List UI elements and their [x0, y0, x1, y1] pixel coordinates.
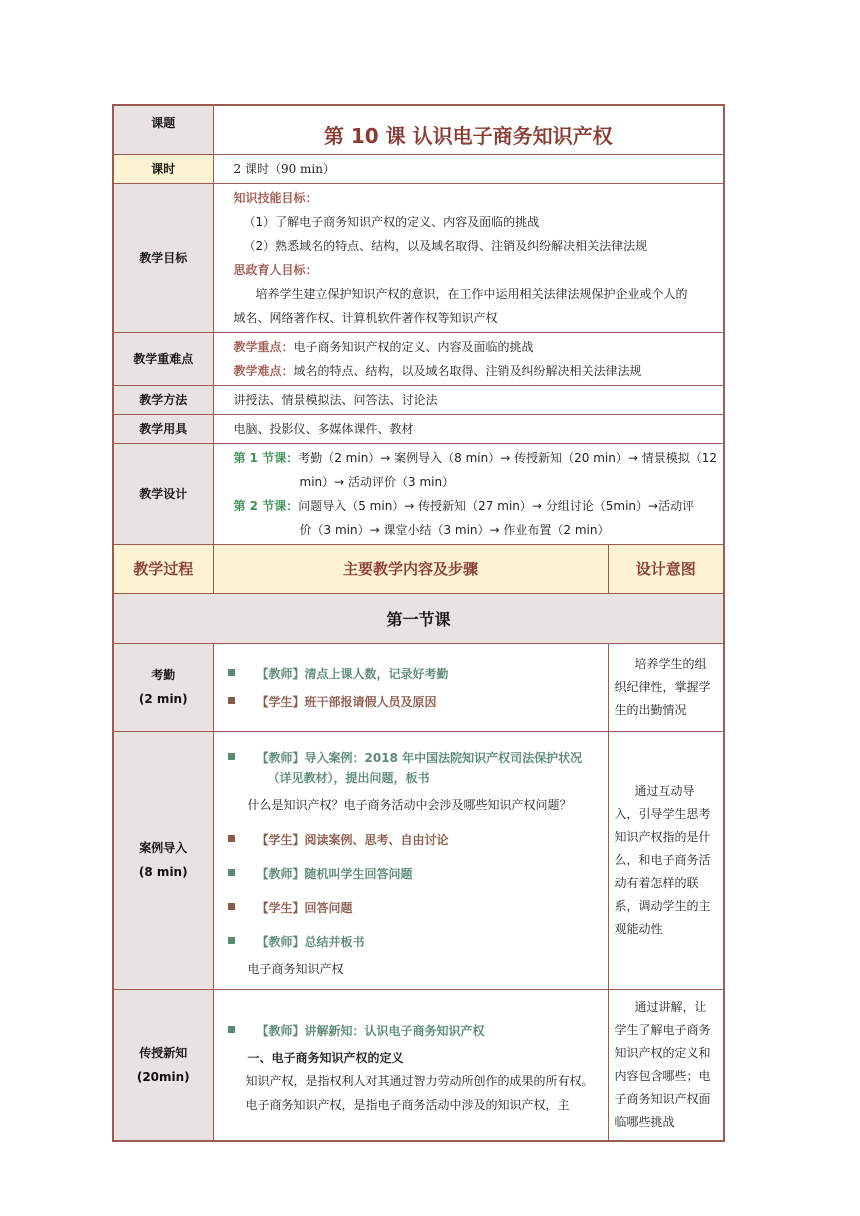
page-title: 第 10 课 认识电子商务知识产权	[213, 105, 724, 154]
attendance-intent: 培养学生的组织纪律性，掌握学生的出勤情况	[608, 643, 724, 731]
bullet-square-icon	[228, 937, 235, 944]
case-step-3: 【教师】随机叫学生回答问题	[222, 864, 602, 884]
teach-steps	[213, 989, 608, 1141]
bullet-square-icon	[228, 903, 235, 910]
case-steps	[213, 731, 608, 989]
process-header-col3: 设计意图	[608, 544, 724, 593]
case-label-cell	[113, 731, 213, 989]
case-step-2: 【学生】阅读案例、思考、自由讨论	[222, 830, 602, 850]
case-intent: 通过互动导入，引导学生思考知识产权指的是什么，和电子商务活动有着怎样的联系，调动学生的主观能动性	[608, 731, 724, 989]
attendance-step-student: 【学生】班干部报请假人员及原因	[222, 692, 602, 712]
attendance-label-cell	[113, 643, 213, 731]
lesson-plan-table	[112, 104, 725, 1142]
case-step-1: 【教师】导入案例：2018 年中国法院知识产权司法保护状况（详见教材），提出问题，板书	[222, 748, 602, 788]
objective-knowledge-1: （1）了解电子商务知识产权的定义、内容及面临的挑战	[243, 214, 540, 229]
attendance-step-teacher: 【教师】清点上课人数，记录好考勤	[222, 664, 602, 684]
bullet-square-icon	[228, 669, 235, 676]
attendance-time: (2 min)	[138, 692, 188, 706]
section-title: 第一节课	[113, 593, 724, 643]
case-board-note: 电子商务知识产权	[247, 962, 344, 976]
hours-label: 课时	[113, 154, 213, 183]
session1-line1: 考勤（2 min）→ 案例导入（8 min）→ 传授新知（20 min）→ 情景模拟（12	[298, 450, 717, 465]
teach-paragraph-1: 知识产权，是指权利人对其通过智力劳动所创作的成果的所有权。	[245, 1073, 594, 1088]
attendance-label: 考勤	[151, 668, 176, 682]
knowledge-heading: 知识技能目标：	[233, 190, 318, 205]
methods-value: 讲授法、情景模拟法、问答法、讨论法	[213, 385, 724, 414]
teach-subheading: 一、电子商务知识产权的定义	[247, 1050, 404, 1065]
session2-line2: 价（3 min）→ 课堂小结（3 min）→ 作业布置（2 min）	[299, 522, 610, 537]
key-point-text: 电子商务知识产权的定义、内容及面临的挑战	[293, 339, 534, 354]
teach-label: 传授新知	[139, 1045, 188, 1060]
objectives-label: 教学目标	[113, 183, 213, 332]
process-header-col2: 主要教学内容及步骤	[213, 544, 608, 593]
teach-step-1: 【教师】讲解新知：认识电子商务知识产权	[222, 1021, 602, 1041]
tools-value: 电脑、投影仪、多媒体课件、教材	[213, 414, 724, 443]
topic-label: 课题	[113, 105, 213, 154]
keypoints-label: 教学重难点	[113, 332, 213, 385]
attendance-steps	[213, 643, 608, 731]
session2-line1: 问题导入（5 min）→ 传授新知（27 min）→ 分组讨论（5min）→活动评	[298, 498, 695, 513]
process-header-col1: 教学过程	[113, 544, 213, 593]
bullet-square-icon	[228, 835, 235, 842]
design-content	[213, 443, 724, 544]
objective-knowledge-2: （2）熟悉域名的特点、结构，以及域名取得、注销及纠纷解决相关法律法规	[243, 238, 648, 253]
case-step-4: 【学生】回答问题	[222, 898, 602, 918]
case-question: 什么是知识产权？电子商务活动中会涉及哪些知识产权问题？	[247, 798, 572, 812]
design-label: 教学设计	[113, 443, 213, 544]
case-step-5: 【教师】总结并板书	[222, 932, 602, 952]
tools-label: 教学用具	[113, 414, 213, 443]
difficult-point-label: 教学难点：	[233, 363, 294, 378]
teach-label-cell	[113, 989, 213, 1141]
bullet-square-icon	[228, 753, 235, 760]
teach-time: (20min)	[136, 1069, 190, 1084]
teach-paragraph-2: 电子商务知识产权，是指电子商务活动中涉及的知识产权，主	[245, 1097, 570, 1112]
methods-label: 教学方法	[113, 385, 213, 414]
difficult-point-text: 域名的特点、结构，以及域名取得、注销及纠纷解决相关法律法规	[293, 363, 642, 378]
case-time: (8 min)	[138, 865, 188, 879]
teach-intent: 通过讲解，让学生了解电子商务知识产权的定义和内容包含哪些；电子商务知识产权面临哪些挑战	[608, 989, 724, 1141]
hours-value: 2 课时（90 min）	[213, 154, 724, 183]
key-point-label: 教学重点：	[233, 339, 294, 354]
session2-label: 第 2 节课：	[233, 498, 299, 513]
keypoints-content	[213, 332, 724, 385]
session1-line2: min）→ 活动评价（3 min）	[299, 474, 455, 489]
case-label: 案例导入	[139, 841, 188, 855]
objectives-content	[213, 183, 724, 332]
bullet-square-icon	[228, 1026, 235, 1033]
objective-ideology-1b: 域名、网络著作权、计算机软件著作权等知识产权	[233, 310, 498, 325]
bullet-square-icon	[228, 869, 235, 876]
session1-label: 第 1 节课：	[233, 450, 299, 465]
ideology-heading: 思政育人目标：	[233, 262, 318, 277]
bullet-square-icon	[228, 697, 235, 704]
objective-ideology-1a: 培养学生建立保护知识产权的意识，在工作中运用相关法律法规保护企业或个人的	[255, 286, 688, 301]
